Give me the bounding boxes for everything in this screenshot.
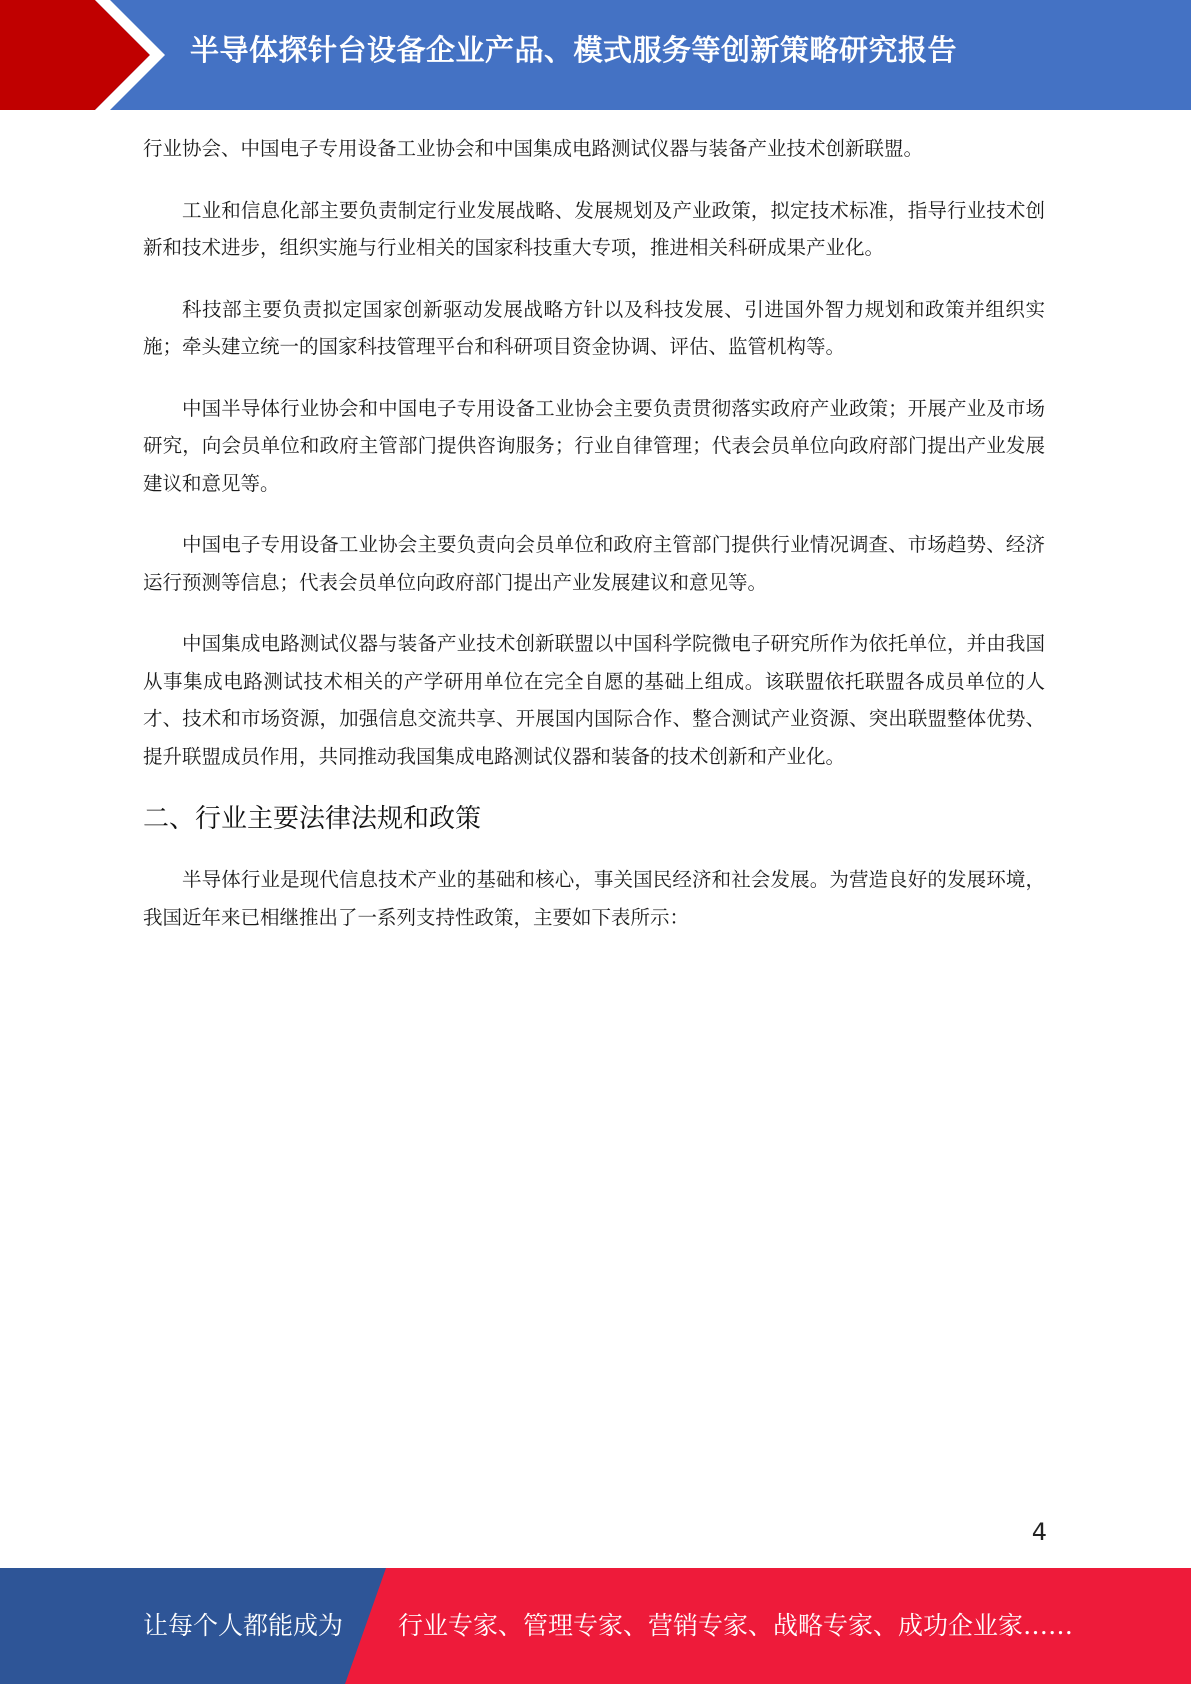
document-body (143, 130, 1045, 960)
footer-slogan-lead: 让每个人都能成为 (143, 1611, 344, 1640)
section-heading: 二、行业主要法律法规和政策 (143, 804, 482, 834)
paragraph-alliance: 中国集成电路测试仪器与装备产业技术创新联盟以中国科学院微电子研究所作为依托单位，并由我国从事集成电路测试技术相关的产学研用单位在完全自愿的基础上组成。该联盟依托联盟各成员单位的人才、技术和市场资源，加强信息交流共享、开展国内国际合作、整合测试产业资源、突出联盟整体优势、提升联盟成员作用，共同推动我国集成电路测试仪器和装备的技术创新和产业化。 (143, 632, 1045, 768)
header-red-chevron (0, 0, 150, 110)
paragraph-csia: 中国半导体行业协会和中国电子专用设备工业协会主要负责贯彻落实政府产业政策；开展产业及市场研究，向会员单位和政府主管部门提供咨询服务；行业自律管理；代表会员单位向政府部门提出产业发展建议和意见等。 (143, 396, 1045, 495)
paragraph-continuation: 行业协会、中国电子专用设备工业协会和中国集成电路测试仪器与装备产业技术创新联盟。 (143, 137, 924, 160)
page-number: 4 (1031, 1518, 1047, 1546)
report-title: 半导体探针台设备企业产品、模式服务等创新策略研究报告 (190, 33, 958, 67)
paragraph-policy-intro: 半导体行业是现代信息技术产业的基础和核心，事关国民经济和社会发展。为营造良好的发展环境，我国近年来已相继推出了一系列支持性政策，主要如下表所示： (143, 868, 1045, 929)
page-footer (0, 1568, 1191, 1684)
paragraph-cepea: 中国电子专用设备工业协会主要负责向会员单位和政府主管部门提供行业情况调查、市场趋势、经济运行预测等信息；代表会员单位向政府部门提出产业发展建议和意见等。 (143, 533, 1045, 594)
page-header (0, 0, 1191, 110)
footer-slogan-roles: 行业专家、管理专家、营销专家、战略专家、成功企业家…… (398, 1611, 1074, 1640)
header-chevron-graphic (0, 0, 200, 110)
paragraph-most: 科技部主要负责拟定国家创新驱动发展战略方针以及科技发展、引进国外智力规划和政策并组织实施；牵头建立统一的国家科技管理平台和科研项目资金协调、评估、监管机构等。 (143, 297, 1045, 358)
paragraph-miit: 工业和信息化部主要负责制定行业发展战略、发展规划及产业政策，拟定技术标准，指导行业技术创新和技术进步，组织实施与行业相关的国家科技重大专项，推进相关科研成果产业化。 (143, 198, 1045, 259)
